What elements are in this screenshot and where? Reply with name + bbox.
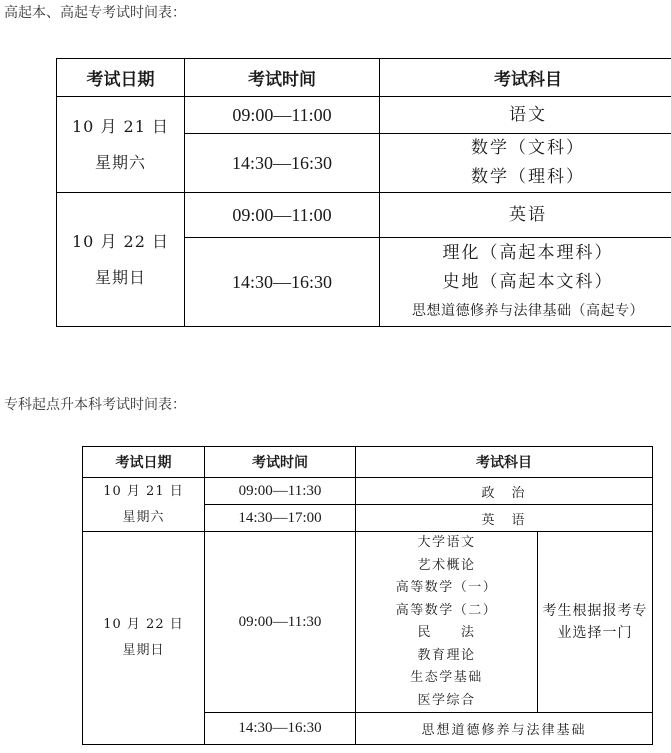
time-cell: 09:00—11:30 — [205, 478, 356, 505]
subject-text: 艺术概论 — [417, 557, 476, 573]
date-text: 10 月 21 日 — [103, 483, 184, 499]
weekday-text: 星期日 — [94, 267, 146, 287]
subject-text: 高等数学（一） — [395, 580, 498, 595]
weekday-text: 星期六 — [94, 152, 146, 172]
caption-zhuanshengben: 专科起点升本科考试时间表： — [4, 397, 186, 413]
subject-cell: 思想道德修养与法律基础 — [356, 713, 653, 745]
subject-cell — [380, 97, 671, 134]
time-cell: 09:00—11:00 — [185, 97, 380, 134]
header-exam-date: 考试日期 — [83, 447, 205, 478]
subject-text: 医学综合 — [417, 692, 476, 708]
subject-text: 民 法 — [417, 625, 476, 640]
header-exam-subject: 考试科目 — [380, 59, 671, 97]
date-cell-day1 — [83, 478, 205, 532]
exam-schedule-table-gaoqi — [56, 58, 671, 327]
subject-text: 语文 — [509, 104, 547, 125]
subject-cell: 英 语 — [356, 505, 653, 532]
date-cell-day1 — [57, 97, 185, 193]
table-header-row — [83, 447, 653, 478]
time-cell: 09:00—11:30 — [205, 532, 356, 713]
header-exam-time: 考试时间 — [185, 59, 380, 97]
subject-cell: 政 治 — [356, 478, 653, 505]
time-cell: 14:30—17:00 — [205, 505, 356, 532]
time-cell: 09:00—11:00 — [185, 193, 380, 238]
subject-text: 思想道德修养与法律基础（高起专） — [412, 302, 644, 319]
date-cell-day2 — [83, 532, 205, 745]
table-row — [57, 97, 671, 134]
subject-text: 大学语文 — [417, 535, 476, 550]
date-cell-day2 — [57, 193, 185, 327]
subject-cell — [380, 238, 671, 327]
date-text: 10 月 22 日 — [72, 231, 169, 251]
table-row — [83, 478, 653, 505]
time-cell: 14:30—16:30 — [185, 134, 380, 193]
subject-text: 理化（高起本理科） — [442, 242, 614, 263]
caption-gaoqi: 高起本、高起专考试时间表： — [4, 5, 186, 21]
date-text: 10 月 22 日 — [103, 617, 184, 632]
choice-note-cell: 考生根据报考专业选择一门 — [538, 532, 653, 713]
date-text: 10 月 21 日 — [72, 116, 169, 136]
weekday-text: 星期日 — [122, 643, 165, 658]
subject-text: 生态学基础 — [410, 670, 483, 685]
time-cell: 14:30—16:30 — [205, 713, 356, 745]
subject-text: 史地（高起本文科） — [442, 271, 614, 292]
subject-text: 数学（文科） — [471, 138, 585, 158]
subject-cell — [380, 193, 671, 238]
table-header-row — [57, 59, 671, 97]
subject-text: 教育理论 — [417, 647, 476, 663]
subject-text: 数学（理科） — [471, 167, 585, 187]
header-exam-date: 考试日期 — [57, 59, 185, 97]
subject-cell — [380, 134, 671, 193]
subject-text: 高等数学（二） — [395, 602, 498, 618]
header-exam-time: 考试时间 — [205, 447, 356, 478]
subject-text: 英语 — [509, 204, 547, 225]
subject-list-cell — [356, 532, 538, 713]
table-row — [83, 532, 653, 713]
table-row — [57, 193, 671, 238]
weekday-text: 星期六 — [122, 509, 165, 525]
time-cell: 14:30—16:30 — [185, 238, 380, 327]
exam-schedule-table-zhuanshengben — [82, 446, 653, 745]
header-exam-subject: 考试科目 — [356, 447, 653, 478]
